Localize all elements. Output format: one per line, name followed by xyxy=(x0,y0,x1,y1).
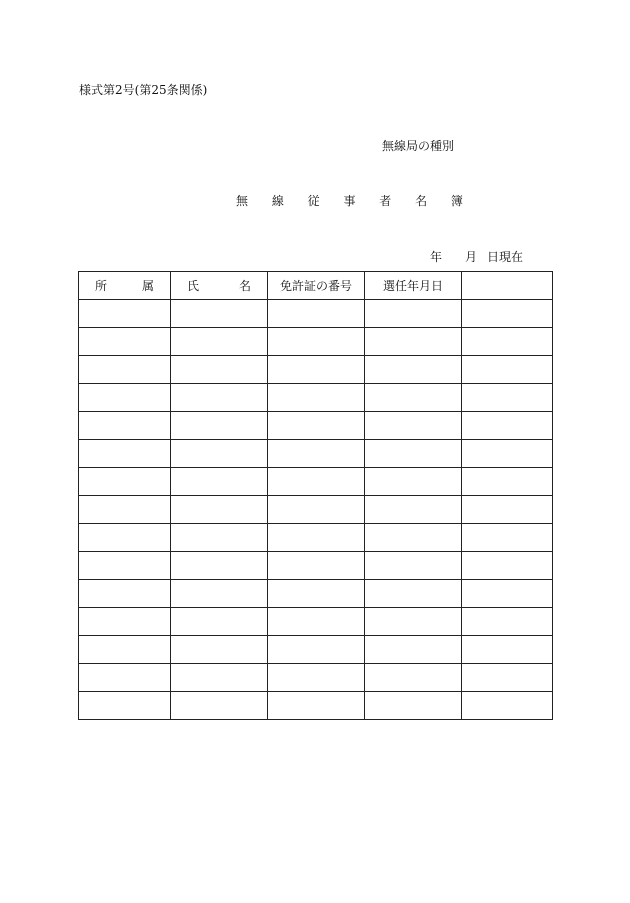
table-cell xyxy=(365,384,462,412)
table-cell xyxy=(79,412,171,440)
header-name-part-1: 氏 xyxy=(187,279,200,293)
table-cell xyxy=(268,664,365,692)
table-cell xyxy=(462,496,553,524)
roster-body xyxy=(79,300,553,720)
header-blank xyxy=(462,272,553,300)
table-cell xyxy=(79,496,171,524)
table-cell xyxy=(268,552,365,580)
table-row xyxy=(79,580,553,608)
table-cell xyxy=(171,664,268,692)
table-cell xyxy=(462,608,553,636)
table-row xyxy=(79,384,553,412)
table-cell xyxy=(365,636,462,664)
table-cell xyxy=(268,580,365,608)
page-title: 無 線 従 事 者 名 簿 xyxy=(236,194,473,208)
table-row xyxy=(79,468,553,496)
table-cell xyxy=(171,440,268,468)
table-cell xyxy=(365,552,462,580)
table-cell xyxy=(365,496,462,524)
table-cell xyxy=(365,412,462,440)
table-cell xyxy=(462,524,553,552)
table-cell xyxy=(79,580,171,608)
table-row xyxy=(79,664,553,692)
table-cell xyxy=(462,636,553,664)
table-cell xyxy=(365,692,462,720)
table-cell xyxy=(462,468,553,496)
table-cell xyxy=(268,300,365,328)
table-cell xyxy=(268,468,365,496)
table-cell xyxy=(79,636,171,664)
date-day-status-label: 日現在 xyxy=(487,250,524,264)
header-name xyxy=(171,272,268,300)
station-type-label: 無線局の種別 xyxy=(382,139,455,153)
table-cell xyxy=(365,300,462,328)
table-cell xyxy=(462,356,553,384)
table-cell xyxy=(365,608,462,636)
table-cell xyxy=(365,328,462,356)
table-cell xyxy=(462,440,553,468)
table-cell xyxy=(79,608,171,636)
table-cell xyxy=(462,300,553,328)
table-cell xyxy=(268,356,365,384)
table-row xyxy=(79,300,553,328)
table-cell xyxy=(268,608,365,636)
table-cell xyxy=(268,440,365,468)
table-cell xyxy=(365,356,462,384)
table-row xyxy=(79,524,553,552)
table-cell xyxy=(171,496,268,524)
table-row xyxy=(79,692,553,720)
header-affiliation xyxy=(79,272,171,300)
table-cell xyxy=(268,496,365,524)
table-cell xyxy=(268,524,365,552)
table-cell xyxy=(462,328,553,356)
table-cell xyxy=(365,468,462,496)
table-row xyxy=(79,496,553,524)
table-cell xyxy=(171,328,268,356)
table-cell xyxy=(171,608,268,636)
table-cell xyxy=(79,468,171,496)
table-cell xyxy=(171,300,268,328)
table-cell xyxy=(171,468,268,496)
table-cell xyxy=(79,328,171,356)
table-row xyxy=(79,608,553,636)
table-cell xyxy=(462,580,553,608)
table-cell xyxy=(171,692,268,720)
table-cell xyxy=(365,664,462,692)
header-row xyxy=(79,272,553,300)
table-cell xyxy=(462,384,553,412)
table-cell xyxy=(462,692,553,720)
table-cell xyxy=(171,412,268,440)
table-cell xyxy=(171,524,268,552)
table-cell xyxy=(79,524,171,552)
table-cell xyxy=(365,440,462,468)
header-license-number: 免許証の番号 xyxy=(268,272,365,300)
table-cell xyxy=(365,580,462,608)
table-cell xyxy=(79,356,171,384)
table-cell xyxy=(462,552,553,580)
date-month-label: 月 xyxy=(465,250,478,264)
table-cell xyxy=(268,328,365,356)
table-row xyxy=(79,412,553,440)
table-cell xyxy=(79,552,171,580)
header-appointment-date: 選任年月日 xyxy=(365,272,462,300)
roster-table xyxy=(78,271,553,720)
table-cell xyxy=(268,412,365,440)
table-cell xyxy=(462,664,553,692)
header-affiliation-part-1: 所 xyxy=(95,279,108,293)
header-name-part-2: 名 xyxy=(238,279,251,293)
table-row xyxy=(79,552,553,580)
table-cell xyxy=(79,692,171,720)
table-cell xyxy=(268,384,365,412)
table-cell xyxy=(171,636,268,664)
table-cell xyxy=(79,384,171,412)
table-cell xyxy=(79,440,171,468)
header-affiliation-part-2: 属 xyxy=(141,279,154,293)
table-row xyxy=(79,328,553,356)
table-cell xyxy=(462,412,553,440)
table-cell xyxy=(171,580,268,608)
table-row xyxy=(79,356,553,384)
table-cell xyxy=(79,664,171,692)
table-cell xyxy=(171,356,268,384)
table-cell xyxy=(79,300,171,328)
table-cell xyxy=(365,524,462,552)
table-cell xyxy=(171,552,268,580)
form-number: 様式第2号(第25条関係) xyxy=(79,83,208,97)
table-row xyxy=(79,440,553,468)
table-cell xyxy=(268,636,365,664)
table-row xyxy=(79,636,553,664)
table-cell xyxy=(171,384,268,412)
date-year-label: 年 xyxy=(430,250,443,264)
table-cell xyxy=(268,692,365,720)
